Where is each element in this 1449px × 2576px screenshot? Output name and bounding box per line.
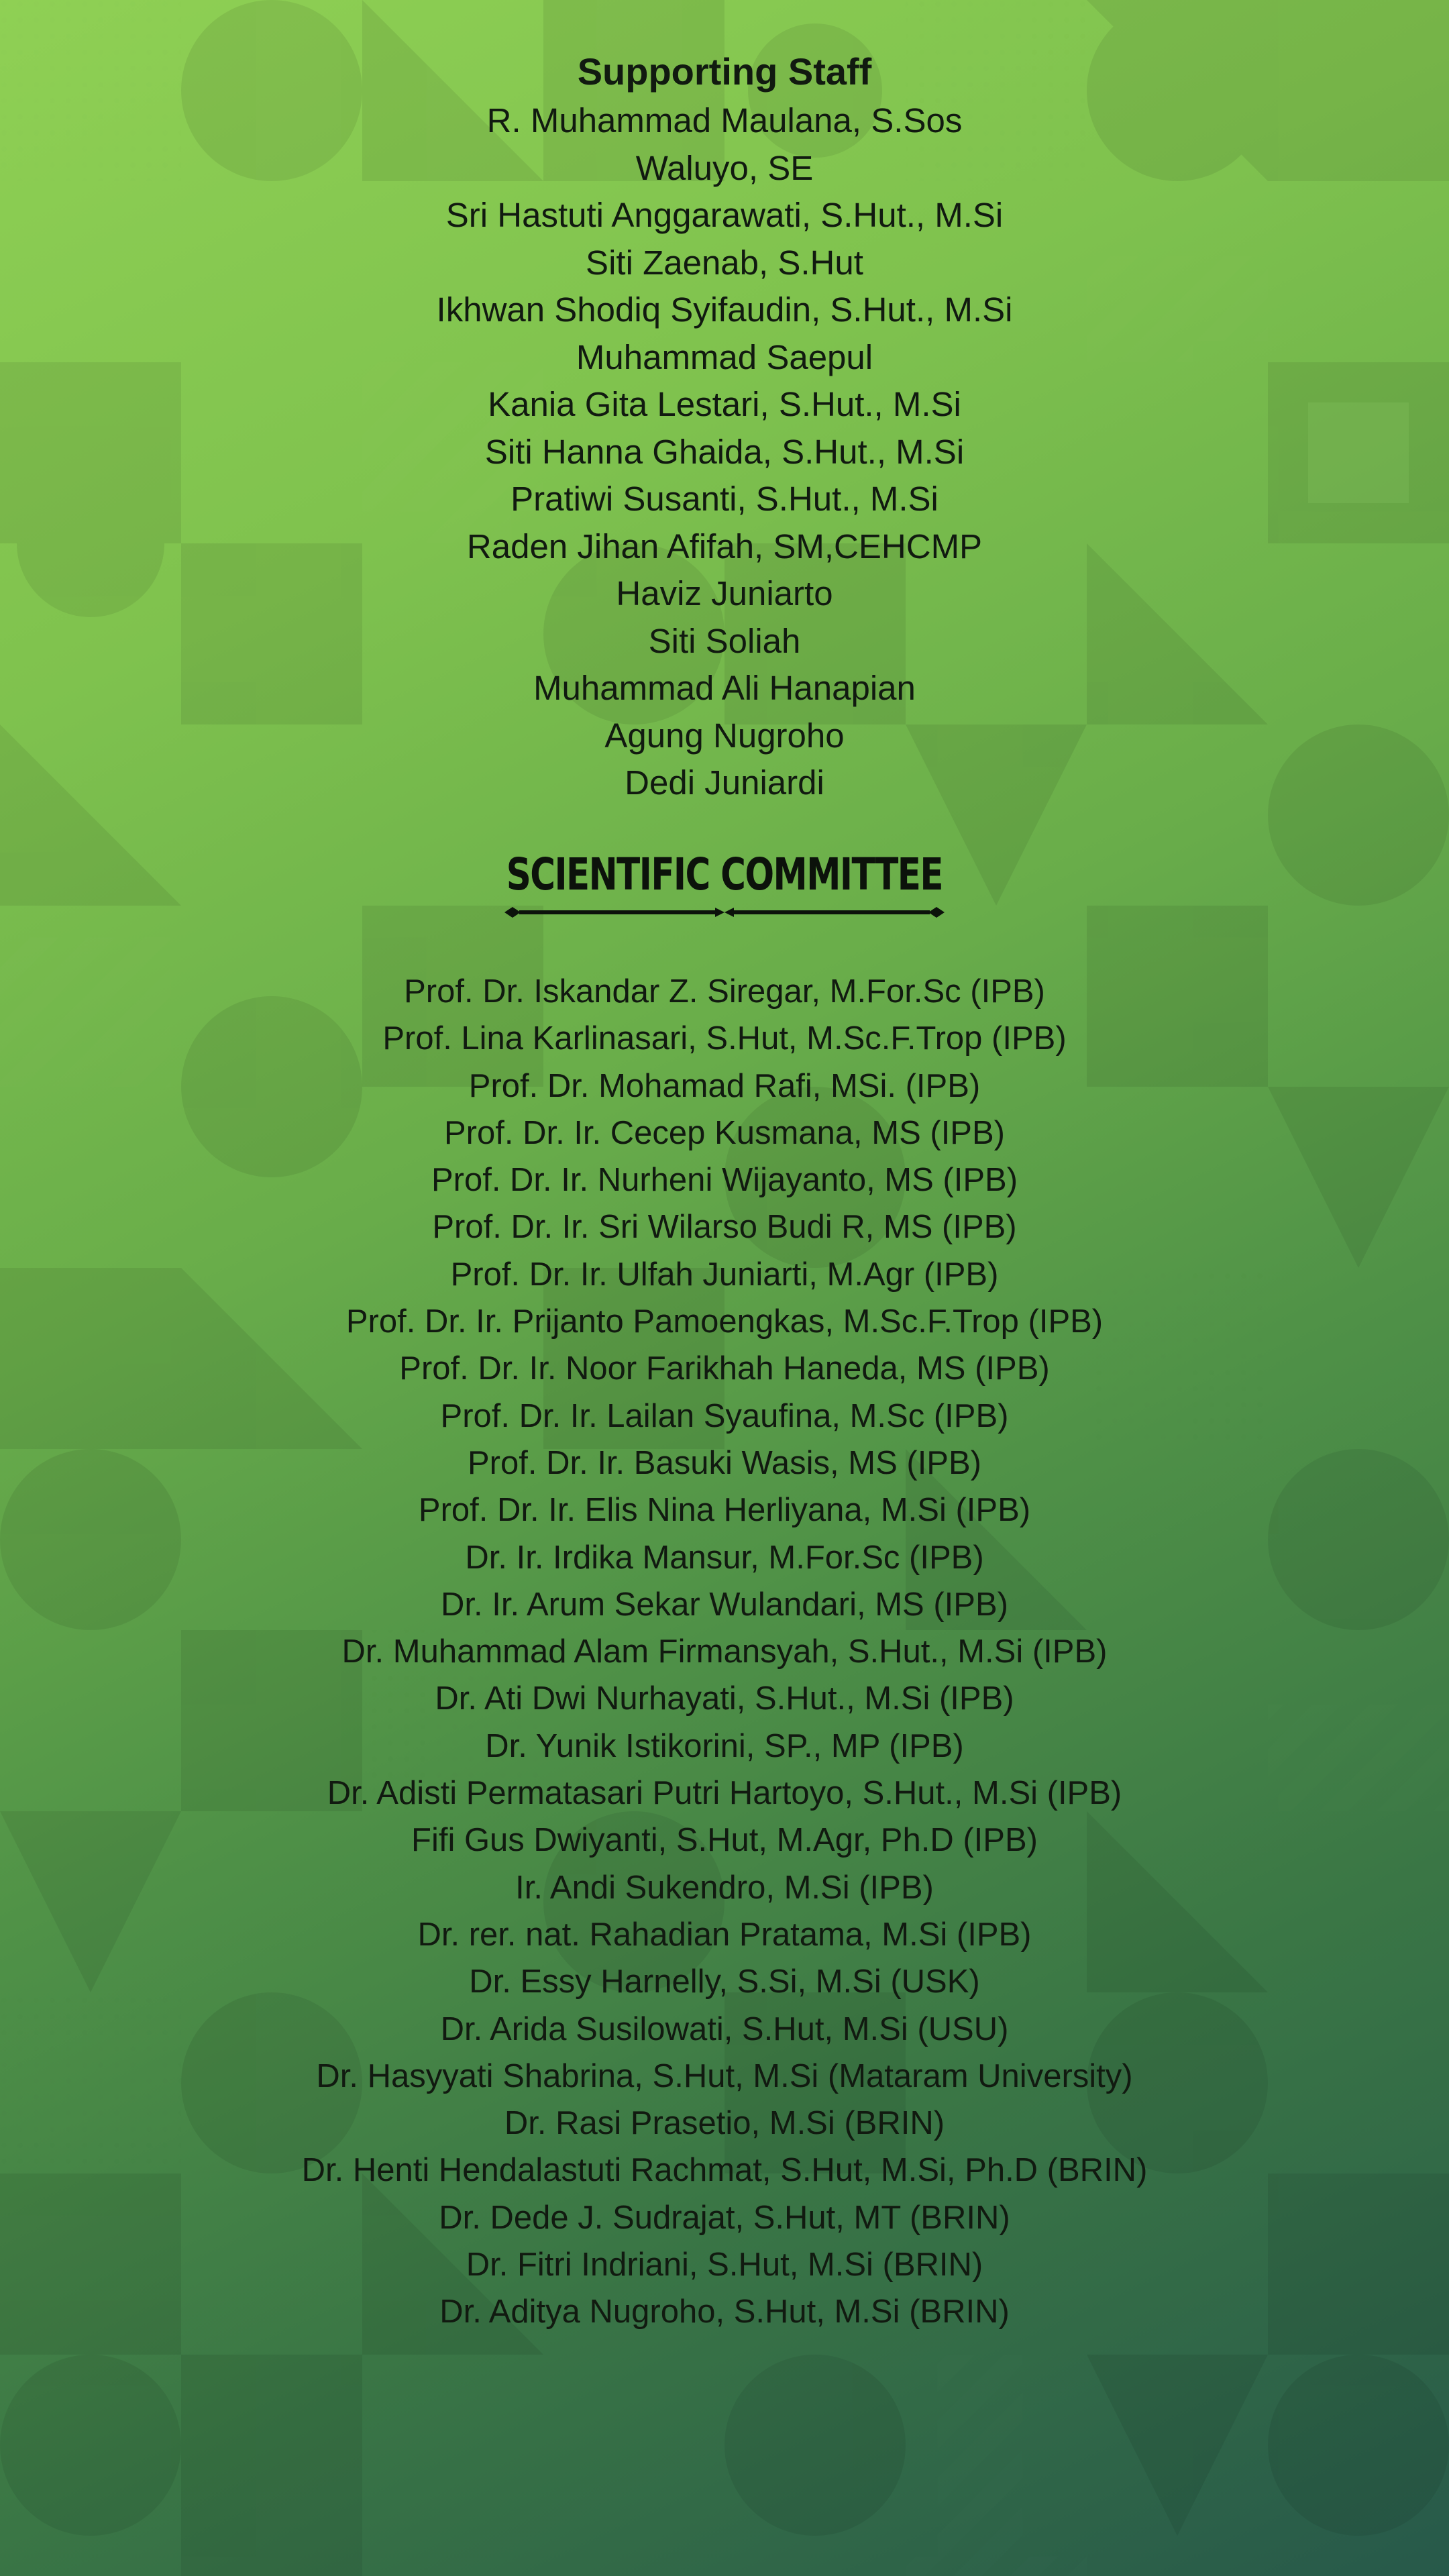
staff-member: R. Muhammad Maulana, S.Sos	[486, 101, 963, 140]
committee-member: Prof. Dr. Ir. Prijanto Pamoengkas, M.Sc.F.Trop (IPB)	[345, 1303, 1104, 1340]
committee-member: Dr. Ir. Irdika Mansur, M.For.Sc (IPB)	[465, 1539, 984, 1576]
committee-member: Prof. Dr. Ir. Cecep Kusmana, MS (IPB)	[444, 1114, 1005, 1151]
committee-member: Dr. Rasi Prasetio, M.Si (BRIN)	[504, 2105, 945, 2142]
committee-member: Dr. Adisti Permatasari Putri Hartoyo, S.Hut., M.Si (IPB)	[327, 1775, 1122, 1812]
scientific-committee-heading	[0, 849, 1449, 900]
staff-member: Siti Hanna Ghaida, S.Hut., M.Si	[484, 432, 965, 471]
title-underline-ornament	[503, 902, 946, 922]
staff-member: Siti Soliah	[648, 621, 801, 660]
staff-member: Pratiwi Susanti, S.Hut., M.Si	[511, 480, 938, 518]
staff-member: Kania Gita Lestari, S.Hut., M.Si	[488, 385, 961, 423]
committee-member: Fifi Gus Dwiyanti, S.Hut, M.Agr, Ph.D (IPB)	[411, 1822, 1038, 1859]
scientific-committee-title: SCIENTIFIC COMMITTEE	[506, 849, 943, 900]
committee-member: Prof. Lina Karlinasari, S.Hut, M.Sc.F.Trop (IPB)	[382, 1020, 1067, 1057]
staff-member: Muhammad Ali Hanapian	[533, 669, 916, 707]
committee-member: Dr. Yunik Istikorini, SP., MP (IPB)	[485, 1727, 964, 1764]
staff-member: Agung Nugroho	[604, 716, 845, 755]
committee-member: Prof. Dr. Ir. Basuki Wasis, MS (IPB)	[468, 1444, 981, 1481]
committee-member: Dr. rer. nat. Rahadian Pratama, M.Si (IPB)	[417, 1916, 1032, 1953]
staff-member: Waluyo, SE	[635, 148, 814, 187]
staff-member: Raden Jihan Afifah, SM,CEHCMP	[466, 527, 983, 566]
staff-member: Siti Zaenab, S.Hut	[586, 243, 863, 282]
committee-member: Dr. Arida Susilowati, S.Hut, M.Si (USU)	[440, 2010, 1009, 2047]
supporting-staff-list	[0, 97, 1449, 807]
committee-member: Prof. Dr. Ir. Sri Wilarso Budi R, MS (IPB)	[432, 1209, 1017, 1246]
committee-member: Dr. Ir. Arum Sekar Wulandari, MS (IPB)	[441, 1586, 1008, 1623]
committee-member: Prof. Dr. Mohamad Rafi, MSi. (IPB)	[468, 1067, 981, 1104]
staff-member: Muhammad Saepul	[576, 337, 873, 376]
staff-member: Ikhwan Shodiq Syifaudin, S.Hut., M.Si	[436, 290, 1013, 329]
committee-member: Prof. Dr. Ir. Ulfah Juniarti, M.Agr (IPB)	[450, 1256, 999, 1293]
staff-member: Dedi Juniardi	[625, 763, 824, 802]
committee-member: Prof. Dr. Iskandar Z. Siregar, M.For.Sc (IPB)	[404, 973, 1045, 1010]
staff-member: Sri Hastuti Anggarawati, S.Hut., M.Si	[445, 196, 1004, 234]
scientific-committee-list	[0, 968, 1449, 2336]
committee-member: Prof. Dr. Ir. Nurheni Wijayanto, MS (IPB)	[431, 1162, 1018, 1199]
committee-member: Prof. Dr. Ir. Noor Farikhah Haneda, MS (IPB)	[399, 1350, 1050, 1387]
committee-member: Dr. Fitri Indriani, S.Hut, M.Si (BRIN)	[466, 2247, 983, 2284]
committee-member: Prof. Dr. Ir. Elis Nina Herliyana, M.Si (IPB)	[418, 1492, 1031, 1529]
committee-member: Dr. Hasyyati Shabrina, S.Hut, M.Si (Mataram University)	[316, 2057, 1133, 2094]
committee-member: Prof. Dr. Ir. Lailan Syaufina, M.Sc (IPB)	[440, 1397, 1009, 1434]
committee-member: Dr. Dede J. Sudrajat, S.Hut, MT (BRIN)	[439, 2199, 1010, 2236]
committee-member: Dr. Muhammad Alam Firmansyah, S.Hut., M.Si (IPB)	[341, 1633, 1108, 1670]
supporting-staff-title: Supporting Staff	[577, 50, 872, 93]
committee-member: Dr. Aditya Nugroho, S.Hut, M.Si (BRIN)	[439, 2294, 1010, 2330]
committee-member: Dr. Henti Hendalastuti Rachmat, S.Hut, M.Si, Ph.D (BRIN)	[301, 2152, 1148, 2189]
committee-member: Ir. Andi Sukendro, M.Si (IPB)	[515, 1869, 934, 1906]
staff-member: Haviz Juniarto	[616, 574, 833, 612]
committee-member: Dr. Essy Harnelly, S.Si, M.Si (USK)	[469, 1964, 980, 2000]
committee-member: Dr. Ati Dwi Nurhayati, S.Hut., M.Si (IPB)	[435, 1680, 1014, 1717]
